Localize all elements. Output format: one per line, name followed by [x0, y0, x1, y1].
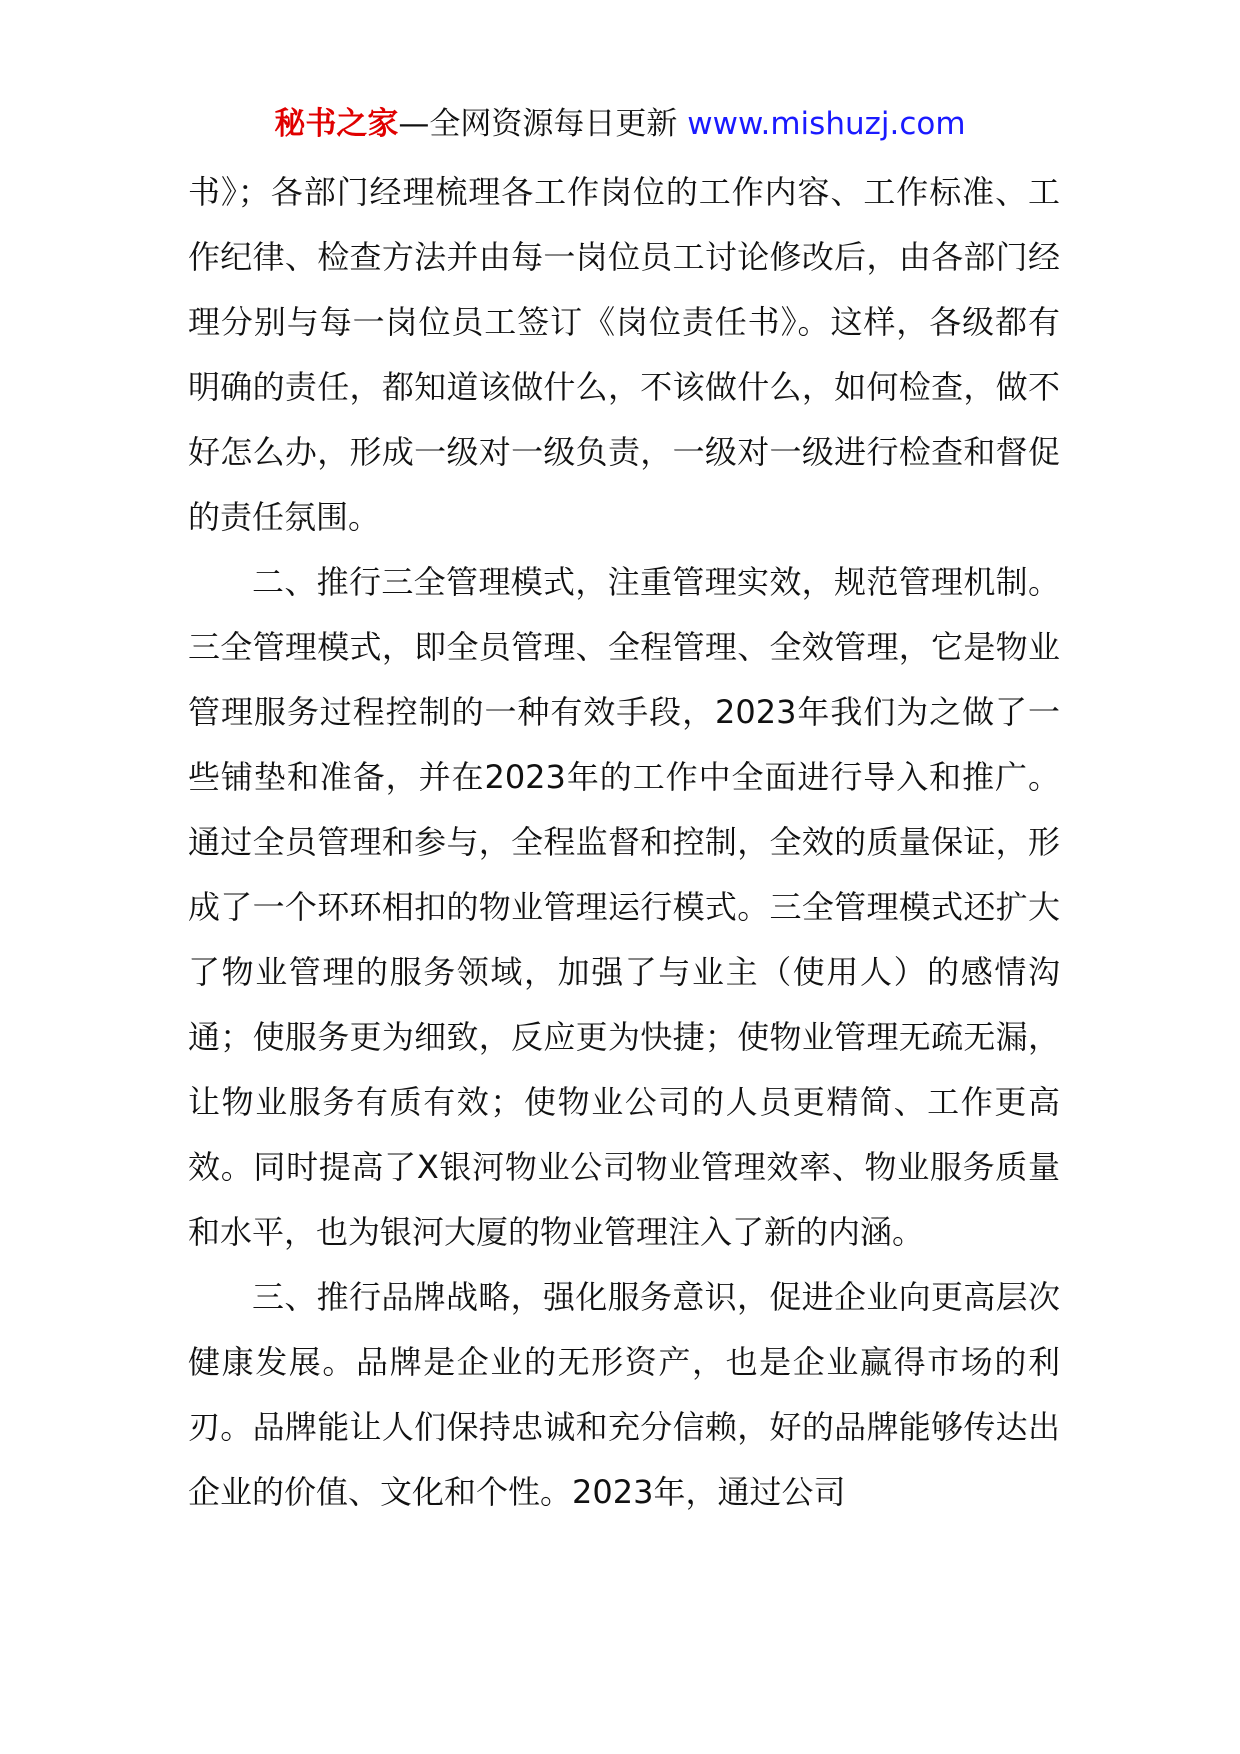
paragraph-1-text: 书》；各部门经理梳理各工作岗位的工作内容、工作标准、工作纪律、检查方法并由每一岗位员工讨论修改后，由各部门经理分别与每一岗位员工签订《岗位责任书》。这样，各级都有明确的责任，都知道该做什么，不该做什么，如何检查，做不好怎么办，形成一级对一级负责，一级对一级进行检查和督促的责任氛围。: [188, 173, 1060, 536]
page-header: [0, 102, 1240, 146]
paragraph-2-text: 三全管理模式，即全员管理、全程管理、全效管理，它是物业管理服务过程控制的一种有效手段，2023年我们为之做了一些铺垫和准备，并在2023年的工作中全面进行导入和推广。通过全员管理和参与，全程监督和控制，全效的质量保证，形成了一个环环相扣的物业管理运行模式。三全管理模式还扩大了物业管理的服务领域，加强了与业主（使用人）的感情沟通；使服务更为细致，反应更为快捷；使物业管理无疏无漏，让物业服务有质有效；使物业公司的人员更精简、工作更高效。同时提高了X银河物业公司物业管理效率、物业服务质量和水平，也为银河大厦的物业管理注入了新的内涵。: [188, 628, 1060, 1251]
paragraph-2: [188, 550, 1060, 1265]
brand-name: 秘书之家: [274, 106, 399, 142]
document-body: [188, 160, 1060, 1525]
paragraph-3: [188, 1265, 1060, 1525]
section-heading-2: 二、推行三全管理模式，注重管理实效，规范管理机制。: [252, 563, 1060, 601]
paragraph-3-text: 品牌是企业的无形资产，也是企业赢得市场的利刃。品牌能让人们保持忠诚和充分信赖，好的品牌能够传达出企业的价值、文化和个性。2023年，通过公司: [188, 1343, 1060, 1511]
header-tagline: —全网资源每日更新: [398, 106, 688, 142]
section-heading-3: 三、推行品牌战略，强化服务意识，促进企业向更高层次健康发展。: [188, 1278, 1060, 1381]
site-url-link[interactable]: www.mishuzj.com: [687, 106, 966, 142]
paragraph-1: [188, 160, 1060, 550]
